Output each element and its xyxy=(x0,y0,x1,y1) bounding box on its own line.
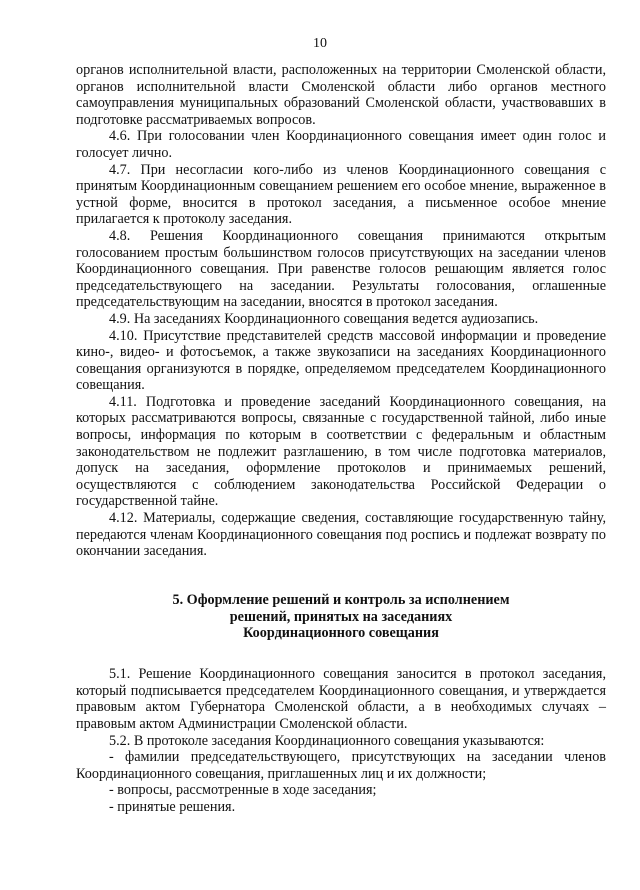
paragraph: - фамилии председательствующего, присутствующих на заседании членов Координационного совещания, приглашенных лиц и их должности; xyxy=(76,749,606,782)
section-heading-line: решений, принятых на заседаниях xyxy=(229,608,453,625)
paragraph: - вопросы, рассмотренные в ходе заседания; xyxy=(109,782,377,799)
paragraph: 4.8. Решения Координационного совещания принимаются открытым голосованием простым большинством голосов присутствующих на заседании членов Координационного совещания. При равенстве голосов решающим является голос председательствующего на заседании. Результаты голосования, оглашенные председательствующим на заседании, вносятся в протокол заседания. xyxy=(76,227,606,311)
paragraph: - принятые решения. xyxy=(109,798,236,815)
page-number: 10 xyxy=(313,36,327,51)
paragraph: 4.9. На заседаниях Координационного совещания ведется аудиозапись. xyxy=(109,310,539,327)
paragraph: органов исполнительной власти, расположенных на территории Смоленской области, органов исполнительной власти Смоленской области либо органов местного самоуправления муниципальных образований Смоленской области, участвовавших в подготовке рассматриваемых вопросов. xyxy=(76,62,606,128)
paragraph: 5.1. Решение Координационного совещания заносится в протокол заседания, который подписывается председателем Координационного совещания, и утверждается правовым актом Губернатора Смоленской области, а в необходимых случаях – правовым актом Администрации Смоленской области. xyxy=(76,666,606,732)
section-heading xyxy=(76,592,606,642)
paragraph: 4.6. При голосовании член Координационного совещания имеет один голос и голосует лично. xyxy=(76,128,606,161)
section-4-continued xyxy=(76,62,606,560)
section-heading-line: 5. Оформление решений и контроль за исполнением xyxy=(172,591,510,608)
paragraph: 4.7. При несогласии кого-либо из членов Координационного совещания с принятым Координационным совещанием решением его особое мнение, выраженное в устной форме, вносится в протокол заседания, а письменное особое мнение прилагается к протоколу заседания. xyxy=(76,161,606,228)
paragraph: 4.10. Присутствие представителей средств массовой информации и проведение кино-, видео- и фотосъемок, а также звукозаписи на заседаниях Координационного совещания организуются в порядке, определяемом председателем Координационного совещания. xyxy=(76,327,606,394)
section-5 xyxy=(76,666,606,815)
paragraph: 4.12. Материалы, содержащие сведения, составляющие государственную тайну, передаются членам Координационного совещания под роспись и подлежат возврату по окончании заседания. xyxy=(76,510,606,560)
section-heading-line: Координационного совещания xyxy=(243,625,439,642)
document-body xyxy=(76,62,606,816)
paragraph: 5.2. В протоколе заседания Координационного совещания указываются: xyxy=(109,732,545,749)
paragraph: 4.11. Подготовка и проведение заседаний Координационного совещания, на которых рассматриваются вопросы, связанные с государственной тайной, либо иные вопросы, информация по которым в соответствии с федеральным и областным законодательством не подлежит разглашению, в том числе подготовка материалов, допуск на заседания, оформление протоколов и принимаемых решений, осуществляются с соблюдением законодательства Российской Федерации о государственной тайне. xyxy=(76,393,606,510)
